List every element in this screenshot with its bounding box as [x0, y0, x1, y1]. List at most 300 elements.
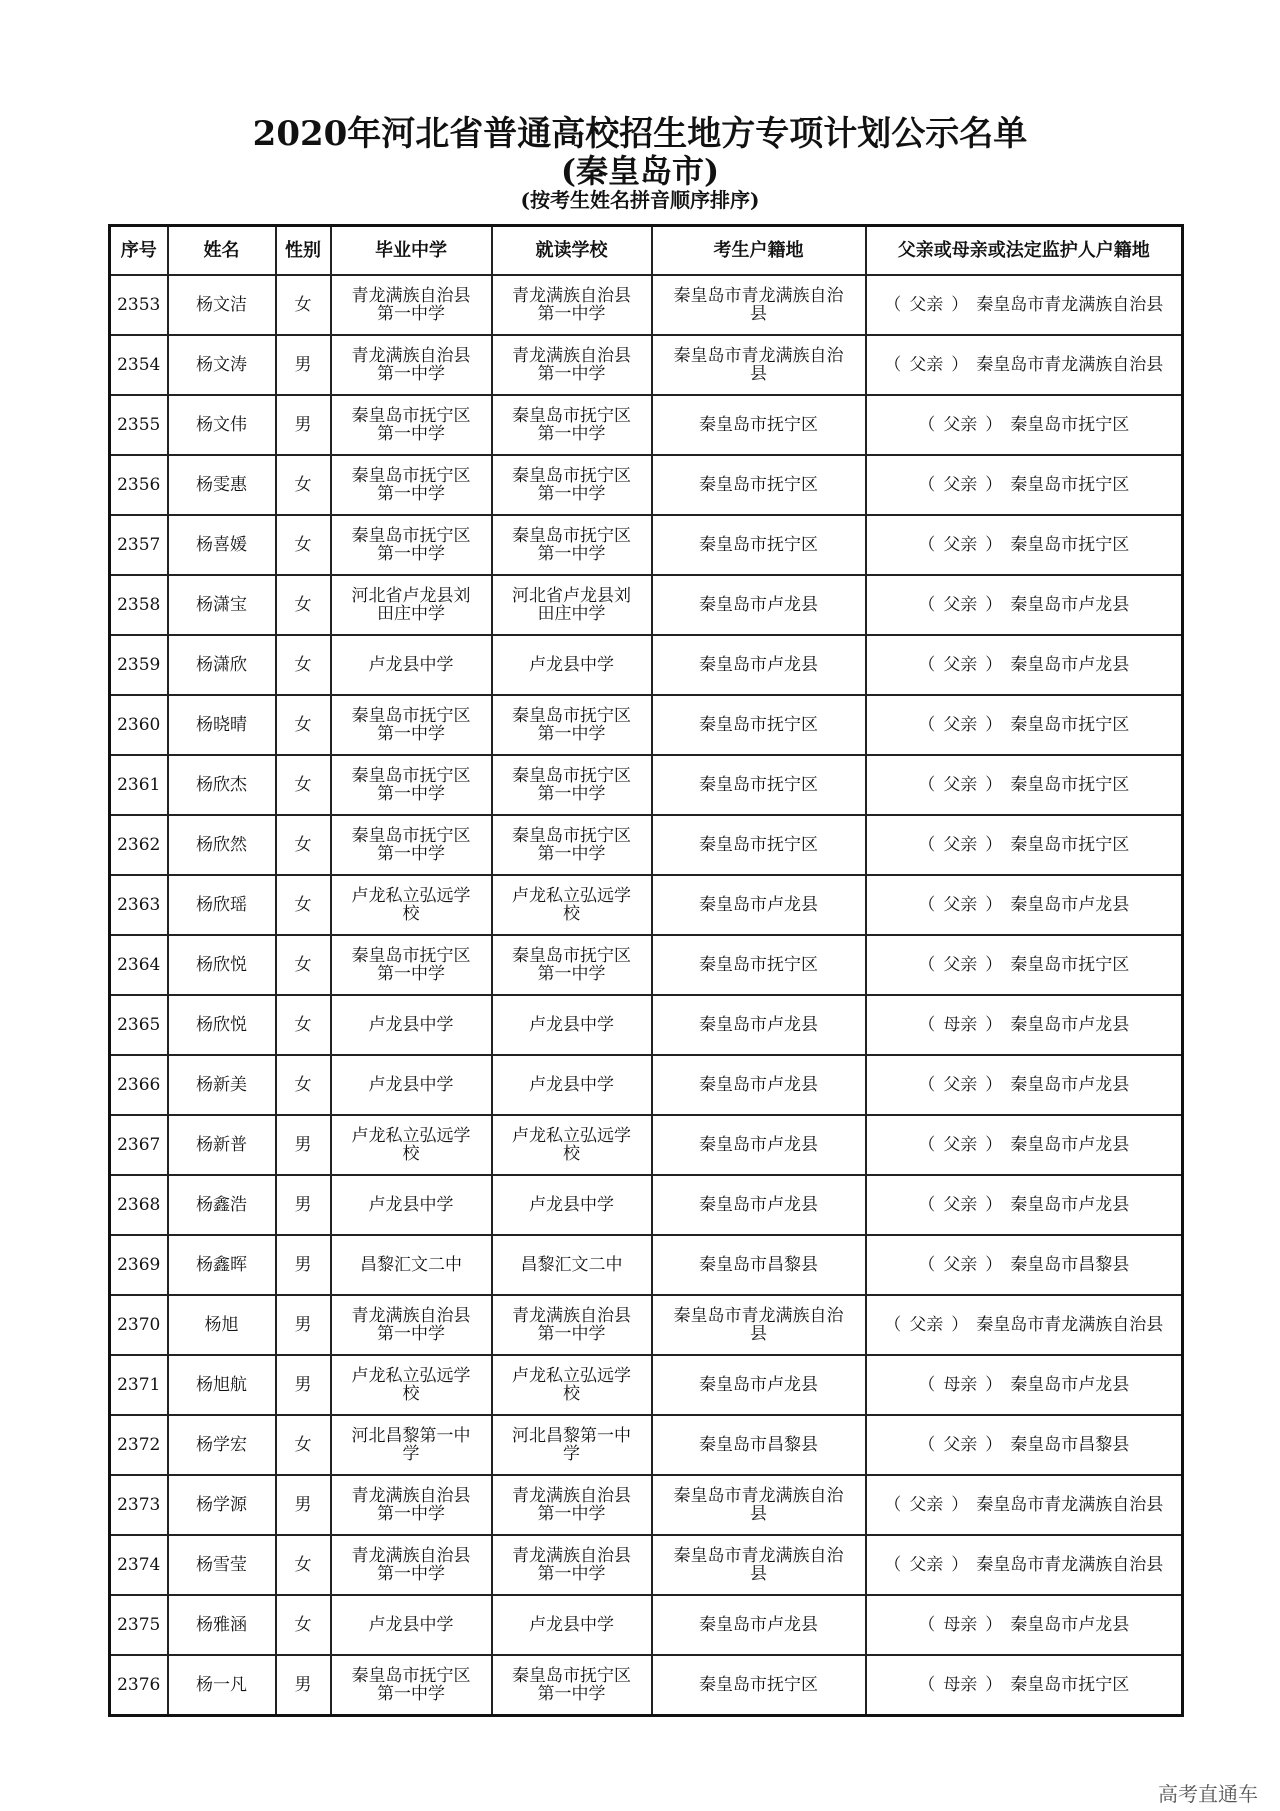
row-name: 杨文洁	[168, 275, 276, 335]
table-row	[110, 1475, 1183, 1535]
row-no: 2368	[110, 1175, 168, 1235]
residence-text: 秦皇岛市抚宁区	[698, 415, 818, 435]
paren-open: （	[918, 1375, 936, 1395]
row-parent-residence	[866, 1475, 1183, 1535]
row-residence	[652, 335, 866, 395]
parent-residence-text: 秦皇岛市卢龙县	[1010, 595, 1130, 615]
row-residence	[652, 1115, 866, 1175]
row-sex: 女	[276, 1415, 331, 1475]
grad-school-text: 秦皇岛市抚宁区第一中学	[351, 946, 471, 984]
row-sex: 女	[276, 995, 331, 1055]
row-grad-school	[331, 695, 492, 755]
residence-text: 秦皇岛市卢龙县	[698, 1615, 818, 1635]
parent-relation: 父亲	[943, 835, 978, 855]
parent-residence-text: 秦皇岛市抚宁区	[1010, 775, 1130, 795]
row-parent-residence	[866, 995, 1183, 1055]
row-current-school	[492, 335, 652, 395]
paren-open: （	[918, 1195, 936, 1215]
row-current-school	[492, 275, 652, 335]
paren-open: （	[884, 295, 902, 315]
row-no: 2375	[110, 1595, 168, 1655]
row-current-school	[492, 1055, 652, 1115]
row-sex: 女	[276, 515, 331, 575]
row-parent-residence	[866, 455, 1183, 515]
parent-relation: 母亲	[943, 1015, 978, 1035]
paren-close: ）	[985, 1675, 1003, 1695]
row-current-school	[492, 1235, 652, 1295]
row-no: 2356	[110, 455, 168, 515]
row-grad-school	[331, 1655, 492, 1716]
table-row	[110, 1415, 1183, 1475]
parent-relation: 父亲	[909, 295, 944, 315]
table-row	[110, 1655, 1183, 1716]
current-school-text: 卢龙县中学	[528, 1195, 614, 1215]
row-no: 2366	[110, 1055, 168, 1115]
grad-school-text: 昌黎汇文二中	[359, 1255, 462, 1275]
document-title: 2020年河北省普通高校招生地方专项计划公示名单	[252, 114, 1028, 154]
header-current-school: 就读学校	[492, 226, 652, 276]
row-residence	[652, 455, 866, 515]
row-current-school	[492, 1415, 652, 1475]
row-no: 2358	[110, 575, 168, 635]
parent-residence-text: 秦皇岛市青龙满族自治县	[976, 355, 1164, 375]
paren-open: （	[918, 475, 936, 495]
table-row	[110, 1595, 1183, 1655]
grad-school-text: 河北省卢龙县刘田庄中学	[351, 586, 471, 624]
row-residence	[652, 695, 866, 755]
paren-close: ）	[951, 1555, 969, 1575]
row-parent-residence	[866, 1055, 1183, 1115]
row-no: 2353	[110, 275, 168, 335]
row-grad-school	[331, 1595, 492, 1655]
parent-relation: 父亲	[943, 895, 978, 915]
admission-list-table	[108, 224, 1184, 1717]
residence-text: 秦皇岛市青龙满族自治县	[673, 346, 844, 384]
paren-close: ）	[951, 295, 969, 315]
row-name: 杨潇欣	[168, 635, 276, 695]
current-school-text: 昌黎汇文二中	[520, 1255, 623, 1275]
current-school-text: 青龙满族自治县第一中学	[511, 1486, 631, 1524]
row-residence	[652, 1535, 866, 1595]
table-header-row	[110, 226, 1183, 276]
paren-open: （	[884, 1555, 902, 1575]
residence-text: 秦皇岛市卢龙县	[698, 895, 818, 915]
residence-text: 秦皇岛市青龙满族自治县	[673, 1306, 844, 1344]
parent-residence-text: 秦皇岛市抚宁区	[1010, 715, 1130, 735]
row-no: 2369	[110, 1235, 168, 1295]
row-name: 杨鑫晖	[168, 1235, 276, 1295]
row-name: 杨欣然	[168, 815, 276, 875]
row-name: 杨欣悦	[168, 995, 276, 1055]
paren-open: （	[918, 1135, 936, 1155]
row-name: 杨学宏	[168, 1415, 276, 1475]
row-residence	[652, 575, 866, 635]
current-school-text: 卢龙县中学	[528, 1015, 614, 1035]
paren-close: ）	[985, 1075, 1003, 1095]
row-grad-school	[331, 875, 492, 935]
current-school-text: 卢龙县中学	[528, 655, 614, 675]
parent-residence-text: 秦皇岛市卢龙县	[1010, 1075, 1130, 1095]
row-no: 2367	[110, 1115, 168, 1175]
row-name: 杨欣悦	[168, 935, 276, 995]
row-current-school	[492, 695, 652, 755]
residence-text: 秦皇岛市抚宁区	[698, 475, 818, 495]
paren-open: （	[884, 1495, 902, 1515]
row-current-school	[492, 755, 652, 815]
table-row	[110, 395, 1183, 455]
parent-residence-text: 秦皇岛市卢龙县	[1010, 1615, 1130, 1635]
row-grad-school	[331, 995, 492, 1055]
row-parent-residence	[866, 1415, 1183, 1475]
row-current-school	[492, 815, 652, 875]
residence-text: 秦皇岛市卢龙县	[698, 595, 818, 615]
paren-open: （	[918, 1075, 936, 1095]
row-sex: 女	[276, 1055, 331, 1115]
row-parent-residence	[866, 815, 1183, 875]
residence-text: 秦皇岛市青龙满族自治县	[673, 1486, 844, 1524]
row-parent-residence	[866, 1295, 1183, 1355]
grad-school-text: 河北昌黎第一中学	[351, 1426, 471, 1464]
residence-text: 秦皇岛市青龙满族自治县	[673, 286, 844, 324]
parent-relation: 父亲	[943, 535, 978, 555]
row-residence	[652, 995, 866, 1055]
row-sex: 女	[276, 1595, 331, 1655]
row-sex: 男	[276, 1475, 331, 1535]
row-grad-school	[331, 635, 492, 695]
row-residence	[652, 1175, 866, 1235]
current-school-text: 秦皇岛市抚宁区第一中学	[511, 826, 631, 864]
parent-residence-text: 秦皇岛市青龙满族自治县	[976, 295, 1164, 315]
row-grad-school	[331, 935, 492, 995]
parent-residence-text: 秦皇岛市抚宁区	[1010, 1675, 1130, 1695]
row-current-school	[492, 1355, 652, 1415]
row-current-school	[492, 1475, 652, 1535]
parent-relation: 父亲	[943, 595, 978, 615]
paren-open: （	[918, 1615, 936, 1635]
row-grad-school	[331, 575, 492, 635]
watermark: 高考直通车	[1158, 1782, 1258, 1806]
row-current-school	[492, 635, 652, 695]
table-row	[110, 455, 1183, 515]
row-sex: 男	[276, 1655, 331, 1716]
current-school-text: 青龙满族自治县第一中学	[511, 346, 631, 384]
paren-close: ）	[985, 1015, 1003, 1035]
table-row	[110, 815, 1183, 875]
paren-open: （	[918, 595, 936, 615]
row-parent-residence	[866, 515, 1183, 575]
row-grad-school	[331, 1355, 492, 1415]
parent-residence-text: 秦皇岛市卢龙县	[1010, 1195, 1130, 1215]
row-sex: 女	[276, 875, 331, 935]
paren-open: （	[918, 1675, 936, 1695]
table-row	[110, 935, 1183, 995]
row-sex: 男	[276, 1175, 331, 1235]
sort-note: (按考生姓名拼音顺序排序)	[520, 188, 760, 212]
paren-close: ）	[985, 535, 1003, 555]
document-subtitle: (秦皇岛市)	[560, 152, 720, 190]
grad-school-text: 秦皇岛市抚宁区第一中学	[351, 1666, 471, 1704]
row-residence	[652, 1475, 866, 1535]
row-parent-residence	[866, 395, 1183, 455]
row-grad-school	[331, 1175, 492, 1235]
row-grad-school	[331, 1535, 492, 1595]
current-school-text: 秦皇岛市抚宁区第一中学	[511, 706, 631, 744]
current-school-text: 秦皇岛市抚宁区第一中学	[511, 946, 631, 984]
row-grad-school	[331, 1415, 492, 1475]
row-parent-residence	[866, 1535, 1183, 1595]
parent-residence-text: 秦皇岛市卢龙县	[1010, 895, 1130, 915]
parent-relation: 父亲	[943, 715, 978, 735]
row-current-school	[492, 1535, 652, 1595]
row-current-school	[492, 875, 652, 935]
paren-open: （	[918, 955, 936, 975]
table-row	[110, 755, 1183, 815]
paren-open: （	[918, 1255, 936, 1275]
parent-relation: 母亲	[943, 1375, 978, 1395]
row-name: 杨鑫浩	[168, 1175, 276, 1235]
row-residence	[652, 1295, 866, 1355]
paren-close: ）	[985, 775, 1003, 795]
row-sex: 女	[276, 695, 331, 755]
current-school-text: 秦皇岛市抚宁区第一中学	[511, 1666, 631, 1704]
row-no: 2359	[110, 635, 168, 695]
row-sex: 男	[276, 1235, 331, 1295]
parent-residence-text: 秦皇岛市抚宁区	[1010, 955, 1130, 975]
parent-residence-text: 秦皇岛市青龙满族自治县	[976, 1315, 1164, 1335]
row-parent-residence	[866, 935, 1183, 995]
parent-residence-text: 秦皇岛市昌黎县	[1010, 1255, 1130, 1275]
row-no: 2354	[110, 335, 168, 395]
paren-close: ）	[985, 415, 1003, 435]
current-school-text: 秦皇岛市抚宁区第一中学	[511, 526, 631, 564]
row-grad-school	[331, 515, 492, 575]
current-school-text: 秦皇岛市抚宁区第一中学	[511, 466, 631, 504]
parent-residence-text: 秦皇岛市卢龙县	[1010, 1015, 1130, 1035]
row-name: 杨雅涵	[168, 1595, 276, 1655]
current-school-text: 卢龙私立弘远学校	[511, 1366, 631, 1404]
row-residence	[652, 275, 866, 335]
row-current-school	[492, 1655, 652, 1716]
row-name: 杨文伟	[168, 395, 276, 455]
row-name: 杨晓晴	[168, 695, 276, 755]
residence-text: 秦皇岛市昌黎县	[698, 1435, 818, 1455]
row-residence	[652, 1415, 866, 1475]
row-parent-residence	[866, 875, 1183, 935]
grad-school-text: 秦皇岛市抚宁区第一中学	[351, 526, 471, 564]
parent-residence-text: 秦皇岛市卢龙县	[1010, 1135, 1130, 1155]
header-sex: 性别	[276, 226, 331, 276]
row-sex: 男	[276, 1115, 331, 1175]
row-sex: 女	[276, 755, 331, 815]
parent-residence-text: 秦皇岛市抚宁区	[1010, 835, 1130, 855]
parent-relation: 父亲	[943, 1135, 978, 1155]
table-row	[110, 1055, 1183, 1115]
parent-residence-text: 秦皇岛市抚宁区	[1010, 535, 1130, 555]
table-row	[110, 515, 1183, 575]
row-no: 2373	[110, 1475, 168, 1535]
grad-school-text: 卢龙私立弘远学校	[351, 1126, 471, 1164]
paren-open: （	[918, 1015, 936, 1035]
parent-residence-text: 秦皇岛市卢龙县	[1010, 1375, 1130, 1395]
row-no: 2372	[110, 1415, 168, 1475]
current-school-text: 青龙满族自治县第一中学	[511, 1546, 631, 1584]
paren-close: ）	[985, 1255, 1003, 1275]
row-parent-residence	[866, 575, 1183, 635]
grad-school-text: 秦皇岛市抚宁区第一中学	[351, 466, 471, 504]
paren-open: （	[918, 835, 936, 855]
row-parent-residence	[866, 1355, 1183, 1415]
paren-close: ）	[951, 355, 969, 375]
grad-school-text: 卢龙县中学	[368, 1015, 454, 1035]
table-row	[110, 995, 1183, 1055]
current-school-text: 河北昌黎第一中学	[511, 1426, 631, 1464]
row-residence	[652, 1055, 866, 1115]
parent-relation: 父亲	[943, 1255, 978, 1275]
row-sex: 女	[276, 575, 331, 635]
row-no: 2362	[110, 815, 168, 875]
grad-school-text: 卢龙县中学	[368, 655, 454, 675]
paren-open: （	[918, 715, 936, 735]
paren-close: ）	[985, 835, 1003, 855]
row-no: 2364	[110, 935, 168, 995]
paren-close: ）	[985, 475, 1003, 495]
row-residence	[652, 1595, 866, 1655]
grad-school-text: 青龙满族自治县第一中学	[351, 1306, 471, 1344]
row-no: 2371	[110, 1355, 168, 1415]
grad-school-text: 青龙满族自治县第一中学	[351, 286, 471, 324]
grad-school-text: 秦皇岛市抚宁区第一中学	[351, 406, 471, 444]
row-residence	[652, 1355, 866, 1415]
row-sex: 男	[276, 1295, 331, 1355]
paren-open: （	[918, 535, 936, 555]
parent-relation: 母亲	[943, 1615, 978, 1635]
paren-close: ）	[985, 655, 1003, 675]
row-parent-residence	[866, 635, 1183, 695]
row-parent-residence	[866, 275, 1183, 335]
header-no: 序号	[110, 226, 168, 276]
table-row	[110, 695, 1183, 755]
parent-residence-text: 秦皇岛市昌黎县	[1010, 1435, 1130, 1455]
table-row	[110, 1355, 1183, 1415]
row-grad-school	[331, 1115, 492, 1175]
row-name: 杨旭航	[168, 1355, 276, 1415]
row-name: 杨一凡	[168, 1655, 276, 1716]
parent-relation: 父亲	[909, 1555, 944, 1575]
table-row	[110, 335, 1183, 395]
current-school-text: 河北省卢龙县刘田庄中学	[511, 586, 631, 624]
parent-relation: 父亲	[943, 415, 978, 435]
parent-relation: 父亲	[943, 1075, 978, 1095]
header-residence: 考生户籍地	[652, 226, 866, 276]
paren-open: （	[884, 1315, 902, 1335]
row-residence	[652, 755, 866, 815]
paren-close: ）	[985, 955, 1003, 975]
row-name: 杨文涛	[168, 335, 276, 395]
current-school-text: 青龙满族自治县第一中学	[511, 286, 631, 324]
row-parent-residence	[866, 1655, 1183, 1716]
row-grad-school	[331, 1235, 492, 1295]
row-no: 2357	[110, 515, 168, 575]
grad-school-text: 卢龙县中学	[368, 1615, 454, 1635]
parent-residence-text: 秦皇岛市青龙满族自治县	[976, 1555, 1164, 1575]
table-row	[110, 1295, 1183, 1355]
parent-relation: 父亲	[943, 775, 978, 795]
row-grad-school	[331, 275, 492, 335]
row-sex: 女	[276, 815, 331, 875]
row-current-school	[492, 1175, 652, 1235]
current-school-text: 秦皇岛市抚宁区第一中学	[511, 406, 631, 444]
residence-text: 秦皇岛市卢龙县	[698, 1375, 818, 1395]
row-residence	[652, 1235, 866, 1295]
parent-relation: 父亲	[909, 1315, 944, 1335]
grad-school-text: 卢龙私立弘远学校	[351, 886, 471, 924]
residence-text: 秦皇岛市卢龙县	[698, 655, 818, 675]
row-parent-residence	[866, 695, 1183, 755]
paren-close: ）	[985, 1195, 1003, 1215]
row-name: 杨学源	[168, 1475, 276, 1535]
row-no: 2355	[110, 395, 168, 455]
parent-relation: 父亲	[943, 955, 978, 975]
residence-text: 秦皇岛市抚宁区	[698, 715, 818, 735]
row-no: 2374	[110, 1535, 168, 1595]
row-name: 杨雪莹	[168, 1535, 276, 1595]
row-name: 杨喜媛	[168, 515, 276, 575]
grad-school-text: 卢龙私立弘远学校	[351, 1366, 471, 1404]
table-row	[110, 875, 1183, 935]
row-grad-school	[331, 755, 492, 815]
paren-close: ）	[985, 1135, 1003, 1155]
parent-residence-text: 秦皇岛市卢龙县	[1010, 655, 1130, 675]
residence-text: 秦皇岛市卢龙县	[698, 1015, 818, 1035]
paren-close: ）	[985, 595, 1003, 615]
grad-school-text: 卢龙县中学	[368, 1075, 454, 1095]
row-name: 杨旭	[168, 1295, 276, 1355]
row-residence	[652, 935, 866, 995]
row-parent-residence	[866, 1235, 1183, 1295]
paren-close: ）	[985, 1375, 1003, 1395]
residence-text: 秦皇岛市卢龙县	[698, 1195, 818, 1215]
row-parent-residence	[866, 1175, 1183, 1235]
residence-text: 秦皇岛市卢龙县	[698, 1135, 818, 1155]
grad-school-text: 青龙满族自治县第一中学	[351, 1486, 471, 1524]
current-school-text: 秦皇岛市抚宁区第一中学	[511, 766, 631, 804]
row-current-school	[492, 1595, 652, 1655]
row-sex: 女	[276, 1535, 331, 1595]
parent-relation: 父亲	[943, 655, 978, 675]
paren-open: （	[918, 895, 936, 915]
parent-relation: 父亲	[943, 475, 978, 495]
row-parent-residence	[866, 1115, 1183, 1175]
grad-school-text: 青龙满族自治县第一中学	[351, 346, 471, 384]
row-current-school	[492, 515, 652, 575]
header-grad-school: 毕业中学	[331, 226, 492, 276]
row-current-school	[492, 1295, 652, 1355]
paren-close: ）	[985, 715, 1003, 735]
row-current-school	[492, 395, 652, 455]
table-row	[110, 635, 1183, 695]
residence-text: 秦皇岛市青龙满族自治县	[673, 1546, 844, 1584]
row-sex: 男	[276, 335, 331, 395]
row-no: 2363	[110, 875, 168, 935]
paren-open: （	[884, 355, 902, 375]
residence-text: 秦皇岛市卢龙县	[698, 1075, 818, 1095]
current-school-text: 卢龙县中学	[528, 1615, 614, 1635]
row-no: 2376	[110, 1655, 168, 1716]
parent-residence-text: 秦皇岛市抚宁区	[1010, 415, 1130, 435]
row-residence	[652, 1655, 866, 1716]
paren-close: ）	[985, 1435, 1003, 1455]
row-name: 杨雯惠	[168, 455, 276, 515]
